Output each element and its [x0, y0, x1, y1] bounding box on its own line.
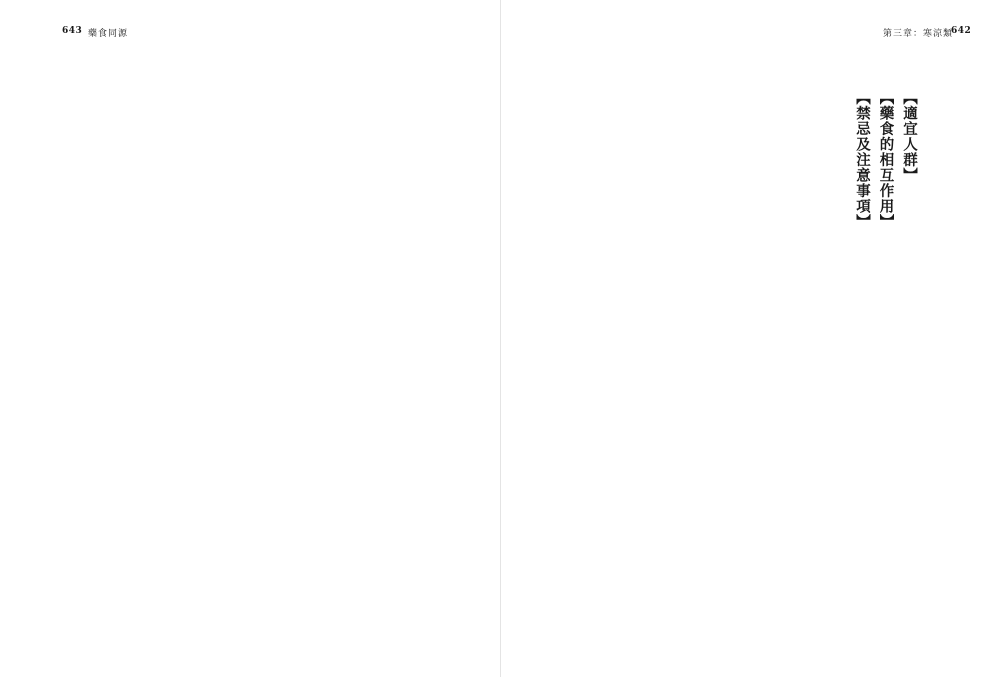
page-number-left: 643: [62, 26, 83, 36]
section-heading-interactions: 【藥食的相互作用】: [877, 90, 895, 230]
section-heading-contraindications: 【禁忌及注意事項】: [854, 90, 871, 230]
right-body-text: [591, 90, 921, 630]
running-title-right: 第三章：寒涼類: [883, 29, 954, 39]
section-heading-suitable-people: 【適宜人群】: [901, 90, 918, 183]
page-number-right: 642: [951, 26, 972, 36]
left-page: [0, 0, 500, 677]
left-body-text: [190, 90, 450, 630]
right-page: [501, 0, 1001, 677]
running-title-left: 藥食同源: [88, 29, 129, 39]
